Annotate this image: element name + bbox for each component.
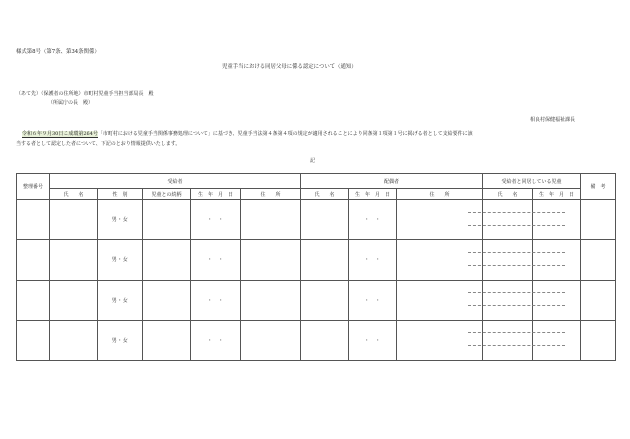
table-row [17, 200, 616, 240]
sex-cell: 男・女 [98, 320, 143, 360]
sub-rec-address: 住 所 [241, 189, 301, 200]
document-title: 児童手当における同居父母に係る認定について（通知） [222, 64, 357, 70]
sp-dob-cell: ・ ・ [349, 200, 397, 240]
addressee-line-1: （あて先）（保護者の住所地）市町村児童手当担当部局長 殿 [16, 91, 154, 97]
table-row [17, 280, 616, 320]
body-text-line-1-rest: 「市町村における児童手当関係事務処理について」に基づき、児童手当法第４条第４項の規定が適用されることにより同条第１項第１号に掲げる者として支給要件に該 [97, 131, 473, 137]
header-remarks: 備 考 [581, 174, 616, 200]
rec-dob-cell: ・ ・ [191, 320, 241, 360]
table-row [17, 320, 616, 360]
form-number: 様式第8号（第7条、第34条関係） [16, 49, 100, 55]
sub-sp-name: 氏 名 [301, 189, 349, 200]
child-divider [468, 345, 565, 346]
sex-cell: 男・女 [98, 200, 143, 240]
sub-rec-name: 氏 名 [50, 189, 98, 200]
header-child: 受給者と同居している児童 [483, 174, 581, 189]
sp-dob-cell: ・ ・ [349, 320, 397, 360]
rec-dob-cell: ・ ・ [191, 200, 241, 240]
sub-rec-dob: 生 年 月 日 [191, 189, 241, 200]
sub-rec-sex: 性 別 [98, 189, 143, 200]
child-divider [468, 265, 565, 266]
child-divider [468, 252, 565, 253]
sp-dob-cell: ・ ・ [349, 280, 397, 320]
sub-sp-dob: 生 年 月 日 [349, 189, 397, 200]
sp-dob-cell: ・ ・ [349, 240, 397, 280]
sub-sp-address: 住 所 [397, 189, 483, 200]
date-reference: 令和６年９月30日こ成環第264号 [22, 131, 98, 137]
child-divider [468, 225, 565, 226]
sex-cell: 男・女 [98, 240, 143, 280]
child-divider [468, 212, 565, 213]
ki-label: 記 [310, 158, 316, 164]
body-text-line-1 [22, 130, 473, 137]
header-spouse: 配偶者 [301, 174, 483, 189]
rec-dob-cell: ・ ・ [191, 280, 241, 320]
sub-rec-relation: 児童との続柄 [143, 189, 191, 200]
child-divider [468, 305, 565, 306]
sub-child-dob: 生 年 月 日 [533, 189, 581, 200]
addressee-line-2: （所属庁の長 殿） [48, 100, 94, 106]
table-row [17, 240, 616, 280]
sex-cell: 男・女 [98, 280, 143, 320]
child-divider [468, 292, 565, 293]
sub-child-name: 氏 名 [483, 189, 533, 200]
header-seiri: 整理番号 [17, 174, 50, 200]
body-text-line-2: 当する者として認定した者について、下記のとおり情報提供いたします。 [16, 141, 181, 147]
header-recipient: 受給者 [50, 174, 301, 189]
sender: 相良村保健福祉課長 [530, 117, 576, 123]
child-divider [468, 332, 565, 333]
rec-dob-cell: ・ ・ [191, 240, 241, 280]
